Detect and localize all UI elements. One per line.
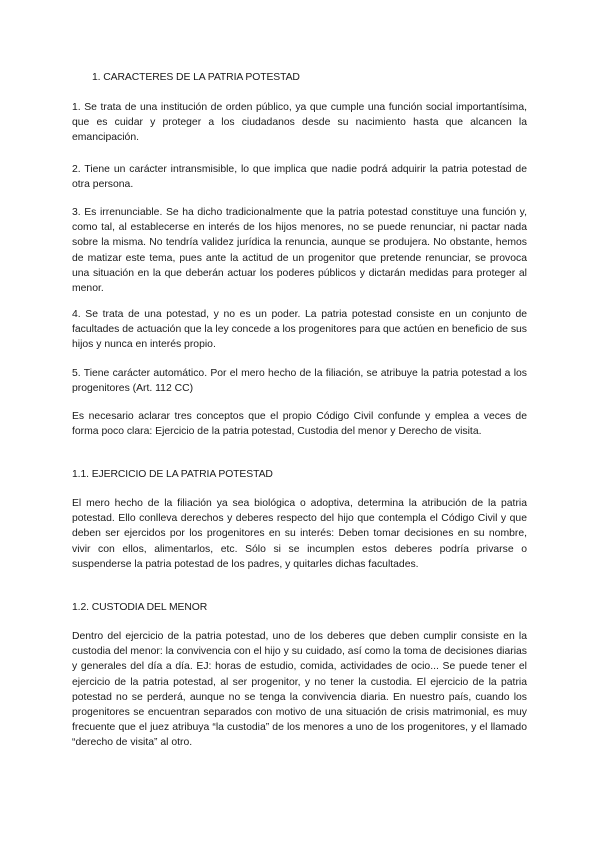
paragraph-1: 1. Se trata de una institución de orden público, ya que cumple una función social importantísima, que es cuidar y proteger a los ciudadanos desde su nacimiento hasta que alcancen la emancipación.: [72, 102, 527, 144]
section-1-1-heading: 1.1. EJERCICIO DE LA PATRIA POTESTAD: [72, 469, 273, 480]
section-1-1-text: El mero hecho de la filiación ya sea biológica o adoptiva, determina la atribución de la patria potestad. Ello conlleva derechos y deberes respecto del hijo que contempla el Código Civil y que deben ser ejercidos por los progenitores en su interés: Deben tomar decisiones en su nombre, vivir con ellos, alimentarlos, etc. Sólo si se incumplen estos deberes podría privarse o suspenderse la patria potestad de los padres, y quitarles dichas facultades.: [72, 498, 527, 570]
section-1-2-text: Dentro del ejercicio de la patria potestad, uno de los deberes que deben cumplir consiste en la custodia del menor: la convivencia con el hijo y su cuidado, así como la toma de decisiones diarias y generales del día a día. EJ: horas de estudio, comida, actividades de ocio... Se puede tener el ejercicio de la patria potestad, al ser progenitor, y no tener la custodia. El ejercicio de la patria potestad no se perderá, aunque no se tenga la convivencia diaria. En nuestro país, cuando los progenitores se encuentran separados con motivo de una situación de crisis matrimonial, es muy frecuente que el juez atribuya “la custodia” de los menores a uno de los progenitores, y el llamado “derecho de visita” al otro.: [72, 631, 527, 749]
paragraph-4: 4. Se trata de una potestad, y no es un poder. La patria potestad consiste en un conjunto de facultades de actuación que la ley concede a los progenitores para que actúen en beneficio de sus hijos y nunca en interés propio.: [72, 309, 527, 351]
paragraph-2: 2. Tiene un carácter intransmisible, lo que implica que nadie podrá adquirir la patria potestad de otra persona.: [72, 164, 527, 191]
section-1-2-heading: 1.2. CUSTODIA DEL MENOR: [72, 602, 208, 613]
paragraph-6: Es necesario aclarar tres conceptos que el propio Código Civil confunde y emplea a veces de forma poco clara: Ejercicio de la patria potestad, Custodia del menor y Derecho de visita.: [72, 411, 527, 438]
paragraph-3: 3. Es irrenunciable. Se ha dicho tradicionalmente que la patria potestad constituye una función y, como tal, al establecerse en interés de los hijos menores, no se puede renunciar, ni pactar nada sobre la misma. No tendría validez jurídica la renuncia, aunque se produjera. No obstante, hemos de matizar este tema, pues ante la actitud de un progenitor que pretende renunciar, se provoca una situación en la que deberán actuar los poderes públicos y dictarán medidas para proteger al menor.: [72, 207, 527, 295]
paragraph-5: 5. Tiene carácter automático. Por el mero hecho de la filiación, se atribuye la patria potestad a los progenitores (Art. 112 CC): [72, 368, 527, 395]
main-heading: 1. CARACTERES DE LA PATRIA POTESTAD: [92, 72, 300, 83]
